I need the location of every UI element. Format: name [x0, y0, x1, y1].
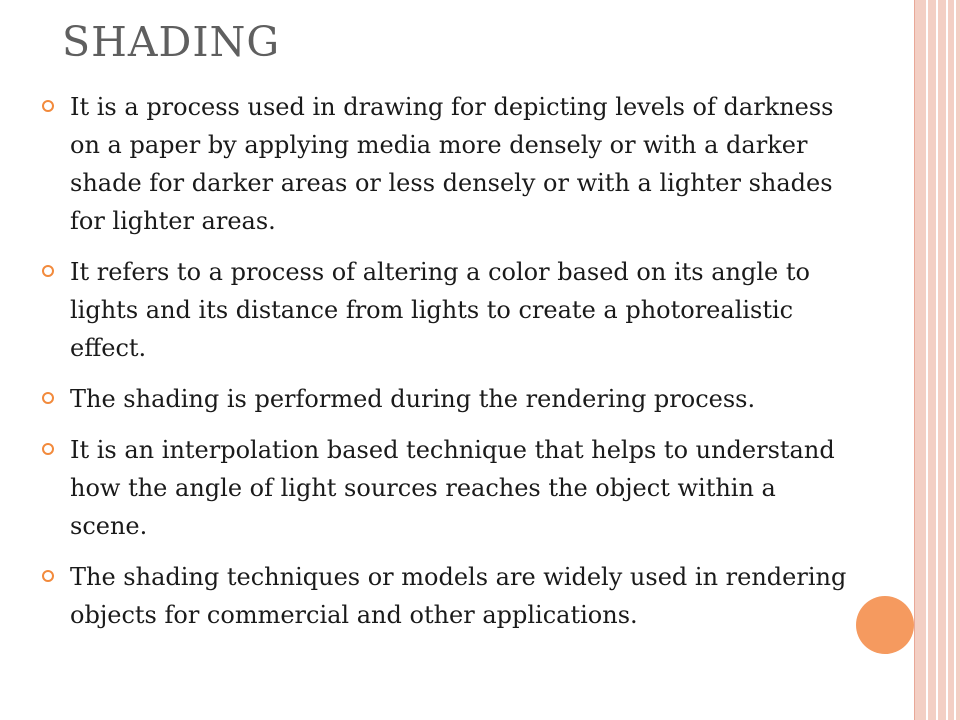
- slide-title: SHADING: [62, 18, 281, 66]
- ring-bullet-icon: [42, 265, 54, 277]
- ring-bullet-icon: [42, 100, 54, 112]
- bullet-text: The shading techniques or models are widely used in rendering objects for commercial and other applications.: [70, 563, 847, 629]
- decorative-stripes: [914, 0, 960, 720]
- bullet-text: The shading is performed during the rendering process.: [70, 385, 756, 413]
- stripe-divider: [914, 0, 915, 720]
- bullet-text: It is an interpolation based technique that helps to understand how the angle of light sources reaches the object within a scene.: [70, 436, 835, 540]
- stripe-divider: [946, 0, 948, 720]
- orange-circle-decoration: [856, 596, 914, 654]
- ring-bullet-icon: [42, 443, 54, 455]
- bullet-item: [42, 253, 854, 367]
- ring-bullet-icon: [42, 570, 54, 582]
- stripe-divider: [954, 0, 956, 720]
- stripe-divider: [936, 0, 938, 720]
- bullet-text: It is a process used in drawing for depicting levels of darkness on a paper by applying media more densely or with a darker shade for darker areas or less densely or with a lighter shades for lighter areas.: [70, 93, 834, 235]
- ring-bullet-icon: [42, 392, 54, 404]
- bullet-item: [42, 431, 854, 545]
- bullet-list: [42, 88, 854, 647]
- bullet-item: [42, 558, 854, 634]
- bullet-item: [42, 88, 854, 240]
- stripe-divider: [926, 0, 928, 720]
- bullet-text: It refers to a process of altering a color based on its angle to lights and its distance from lights to create a photorealistic effect.: [70, 258, 810, 362]
- bullet-item: [42, 380, 854, 418]
